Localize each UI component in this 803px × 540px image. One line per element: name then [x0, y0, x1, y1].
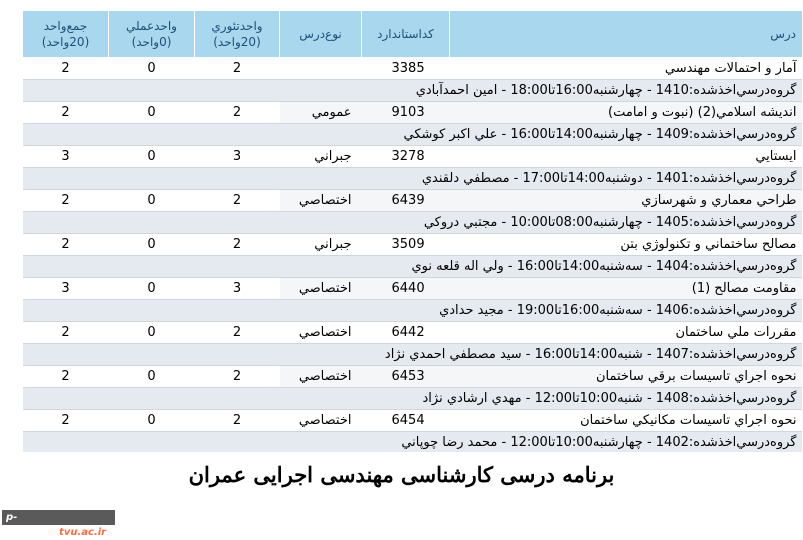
watermark-prefix: p-sabzevar.	[6, 512, 60, 538]
course-table-panel	[22, 10, 802, 452]
group-info-row	[23, 212, 803, 234]
total-units-cell: 3	[23, 278, 109, 300]
watermark-domain: tvu.ac.ir	[59, 527, 107, 538]
course-name-cell: طراحي معماري و شهرسازي	[450, 190, 803, 212]
course-name-cell: نحوه اجراي تاسيسات مكانيكي ساختمان	[450, 410, 803, 432]
theory-units-cell: 2	[195, 190, 280, 212]
group-info-cell: گروه‌درسي‌اخذشده:1410 - چهارشنبه16:00تا18:00 - امين احمدآبادي	[23, 80, 803, 102]
header-type: نوع‌درس	[280, 11, 362, 58]
course-name-cell: مقاومت مصالح (1)	[450, 278, 803, 300]
table-row	[23, 278, 803, 300]
table-row	[23, 146, 803, 168]
course-name-cell: انديشه اسلامي(2) (نبوت و امامت)	[450, 102, 803, 124]
group-info-row	[23, 80, 803, 102]
course-code-cell: 3385	[362, 58, 450, 80]
total-units-cell: 2	[23, 366, 109, 388]
course-type-cell: اختصاصي	[280, 366, 362, 388]
group-info-row	[23, 256, 803, 278]
practical-units-cell: 0	[109, 410, 195, 432]
group-info-row	[23, 300, 803, 322]
table-row	[23, 322, 803, 344]
practical-units-cell: 0	[109, 58, 195, 80]
course-code-cell: 9103	[362, 102, 450, 124]
table-row	[23, 410, 803, 432]
course-type-cell: اختصاصي	[280, 190, 362, 212]
practical-units-cell: 0	[109, 234, 195, 256]
total-units-cell: 2	[23, 190, 109, 212]
header-code: کداستاندارد	[362, 11, 450, 58]
course-type-cell: اختصاصي	[280, 278, 362, 300]
course-code-cell: 6440	[362, 278, 450, 300]
table-row	[23, 102, 803, 124]
theory-units-cell: 2	[195, 410, 280, 432]
theory-units-cell: 2	[195, 102, 280, 124]
course-name-cell: ايستايي	[450, 146, 803, 168]
group-info-cell: گروه‌درسي‌اخذشده:1409 - چهارشنبه14:00تا16:00 - علي اكبر كوشكي	[23, 124, 803, 146]
group-info-cell: گروه‌درسي‌اخذشده:1402 - چهارشنبه10:00تا12:00 - محمد رضا چوپاني	[23, 432, 803, 453]
total-units-cell: 2	[23, 410, 109, 432]
course-type-cell	[280, 58, 362, 80]
group-info-row	[23, 344, 803, 366]
course-name-cell: نحوه اجراي تاسيسات برقي ساختمان	[450, 366, 803, 388]
header-theory: واحدتئوري (20واحد)	[195, 11, 280, 58]
group-info-row	[23, 168, 803, 190]
group-info-cell: گروه‌درسي‌اخذشده:1405 - چهارشنبه08:00تا10:00 - مجتبي دروكي	[23, 212, 803, 234]
course-code-cell: 3278	[362, 146, 450, 168]
group-info-cell: گروه‌درسي‌اخذشده:1401 - دوشنبه14:00تا17:00 - مصطفي دلقندي	[23, 168, 803, 190]
course-type-cell: جبراني	[280, 234, 362, 256]
theory-units-cell: 2	[195, 234, 280, 256]
total-units-cell: 3	[23, 146, 109, 168]
practical-units-cell: 0	[109, 278, 195, 300]
course-name-cell: آمار و احتمالات مهندسي	[450, 58, 803, 80]
group-info-cell: گروه‌درسي‌اخذشده:1407 - شنبه14:00تا16:00 - سيد مصطفي احمدي نژاد	[23, 344, 803, 366]
practical-units-cell: 0	[109, 102, 195, 124]
practical-units-cell: 0	[109, 322, 195, 344]
total-units-cell: 2	[23, 234, 109, 256]
course-code-cell: 6454	[362, 410, 450, 432]
course-code-cell: 6453	[362, 366, 450, 388]
header-practical: واحدعملي (0واحد)	[109, 11, 195, 58]
header-total: جمع‌واحد (20واحد)	[23, 11, 109, 58]
table-row	[23, 234, 803, 256]
table-body	[23, 58, 803, 453]
practical-units-cell: 0	[109, 146, 195, 168]
page-title: برنامه درسی کارشناسی مهندسی اجرایی عمران	[188, 462, 615, 487]
course-code-cell: 3509	[362, 234, 450, 256]
table-row	[23, 366, 803, 388]
group-info-cell: گروه‌درسي‌اخذشده:1404 - سه‌شنبه14:00تا16:00 - ولي اله قلعه نوي	[23, 256, 803, 278]
course-type-cell: اختصاصي	[280, 410, 362, 432]
course-table	[22, 10, 802, 452]
course-code-cell: 6439	[362, 190, 450, 212]
course-code-cell: 6442	[362, 322, 450, 344]
theory-units-cell: 3	[195, 278, 280, 300]
course-name-cell: مصالح ساختماني و تكنولوژي بتن	[450, 234, 803, 256]
group-info-row	[23, 388, 803, 410]
theory-units-cell: 3	[195, 146, 280, 168]
total-units-cell: 2	[23, 58, 109, 80]
group-info-cell: گروه‌درسي‌اخذشده:1408 - شنبه10:00تا12:00 - مهدي ارشادي نژاد	[23, 388, 803, 410]
theory-units-cell: 2	[195, 366, 280, 388]
practical-units-cell: 0	[109, 366, 195, 388]
course-type-cell: اختصاصي	[280, 322, 362, 344]
theory-units-cell: 2	[195, 322, 280, 344]
practical-units-cell: 0	[109, 190, 195, 212]
group-info-cell: گروه‌درسي‌اخذشده:1406 - سه‌شنبه16:00تا19:00 - مجيد حدادي	[23, 300, 803, 322]
course-type-cell: جبراني	[280, 146, 362, 168]
total-units-cell: 2	[23, 322, 109, 344]
course-name-cell: مقررات ملي ساختمان	[450, 322, 803, 344]
group-info-row	[23, 432, 803, 453]
table-row	[23, 58, 803, 80]
group-info-row	[23, 124, 803, 146]
course-type-cell: عمومي	[280, 102, 362, 124]
site-watermark	[2, 510, 115, 538]
table-row	[23, 190, 803, 212]
total-units-cell: 2	[23, 102, 109, 124]
theory-units-cell: 2	[195, 58, 280, 80]
header-course: درس	[450, 11, 803, 58]
table-header-row	[23, 11, 803, 58]
